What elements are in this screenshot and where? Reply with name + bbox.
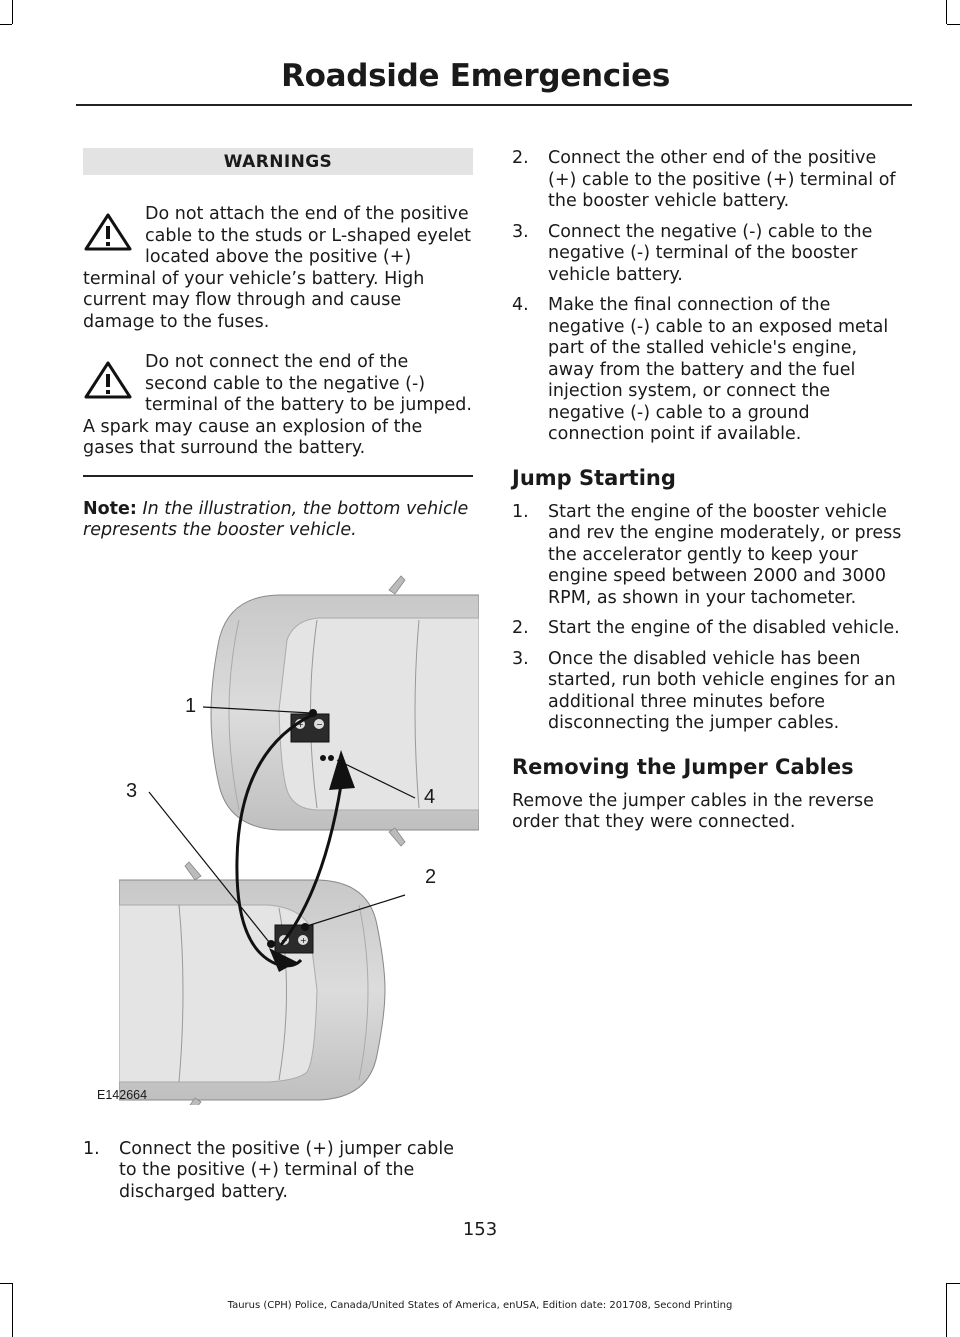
list-item — [512, 649, 908, 735]
removing-text: Remove the jumper cables in the reverse order that they were connected. — [512, 790, 874, 832]
steps-list — [512, 148, 908, 446]
step-number: 1. — [83, 1138, 100, 1159]
step-text: Connect the positive (+) jumper cable to the positive (+) terminal of the discharged battery. — [119, 1138, 455, 1202]
step-text: Start the engine of the booster vehicle and rev the engine moderately, or press the accelerator gently to keep your engine speed between 2000 and 3000 RPM, as shown in your tachometer. — [548, 501, 902, 608]
step-text: Connect the negative (-) cable to the negative (-) terminal of the booster vehicle battery. — [548, 221, 873, 285]
discharged-battery — [291, 714, 329, 742]
callout-3: 3 — [126, 779, 138, 802]
crop-mark — [947, 24, 960, 25]
step-text: Connect the other end of the positive (+) cable to the positive (+) terminal of the booster vehicle battery. — [548, 148, 896, 211]
callout-2: 2 — [425, 865, 437, 888]
discharged-vehicle — [211, 576, 479, 846]
note-text: In the illustration, the bottom vehicle represents the booster vehicle. — [83, 498, 469, 540]
warnings-heading: WARNINGS — [83, 148, 473, 175]
cars-diagram — [119, 560, 479, 1105]
crop-mark — [12, 0, 13, 24]
crop-mark — [0, 1283, 12, 1284]
warning-text: Do not attach the end of the positive cable to the studs or L-shaped eyelet located above the positive (+) terminal of your vehicle’s battery. High current may flow through and cause damage to the fuses. — [83, 204, 471, 332]
list-item — [83, 1139, 473, 1204]
warning-triangle-icon — [83, 360, 133, 400]
crop-mark — [946, 0, 947, 24]
warning-item — [83, 352, 473, 460]
crop-mark — [947, 1283, 960, 1284]
header-divider — [76, 104, 912, 106]
page-title: Roadside Emergencies — [281, 58, 670, 94]
jump-starting-steps — [512, 502, 908, 735]
step-number: 4. — [512, 295, 529, 315]
warning-text: Do not connect the end of the second cable to the negative (-) terminal of the battery to be jumped. A spark may cause an explosion of the gases that surround the battery. — [83, 352, 472, 458]
list-item — [512, 295, 908, 446]
step-text: Make the final connection of the negative (-) cable to an exposed metal part of the stalled vehicle's engine, away from the battery and the fuel injection system, or connect the negative (-) cable to a ground connection point if available. — [548, 295, 889, 444]
footer-edition: Taurus (CPH) Police, Canada/United States of America, enUSA, Edition date: 201708, Second Printing — [227, 1300, 733, 1311]
list-item — [512, 222, 908, 287]
callout-4: 4 — [424, 785, 436, 808]
page-number: 153 — [462, 1219, 498, 1240]
crop-mark — [0, 24, 12, 25]
svg-text:−: − — [316, 719, 323, 729]
booster-vehicle — [119, 862, 385, 1105]
note-label: Note: — [83, 498, 137, 519]
section-heading-removing-cables: Removing the Jumper Cables — [512, 754, 854, 779]
figure-code: E142664 — [97, 1087, 148, 1102]
step-text: Start the engine of the disabled vehicle. — [548, 618, 900, 638]
note — [83, 499, 473, 542]
list-item — [512, 148, 908, 213]
section-heading-jump-starting: Jump Starting — [512, 465, 676, 490]
warnings-divider — [83, 475, 473, 477]
svg-text:+: + — [297, 719, 304, 729]
list-item — [512, 502, 908, 610]
step-number: 3. — [512, 221, 529, 242]
svg-text:−: − — [281, 935, 288, 945]
list-item — [512, 618, 908, 640]
step-number: 3. — [512, 648, 529, 669]
right-column — [512, 148, 908, 834]
jump-start-illustration — [97, 560, 479, 1105]
steps-list — [83, 1139, 473, 1204]
warning-item — [83, 204, 473, 333]
step-number: 2. — [512, 148, 529, 168]
warning-triangle-icon — [83, 212, 133, 252]
svg-text:+: + — [300, 935, 307, 945]
callout-1: 1 — [185, 694, 197, 717]
left-column — [83, 148, 473, 1212]
step-number: 1. — [512, 501, 529, 522]
step-text: Once the disabled vehicle has been started, run both vehicle engines for an additional three minutes before disconnecting the jumper cables. — [548, 648, 896, 733]
step-number: 2. — [512, 618, 529, 638]
